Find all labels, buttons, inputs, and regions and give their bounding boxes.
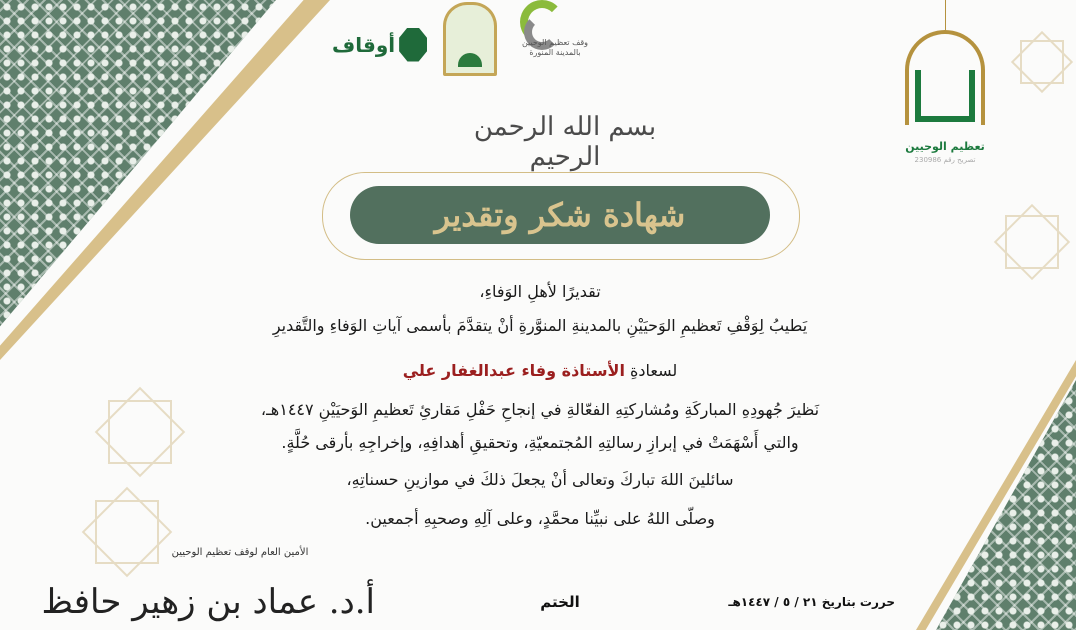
maqraa-logo: [905, 30, 985, 135]
awqaf-logo: أوقاف: [332, 22, 427, 67]
signatory-title: الأمين العام لوقف تعظيم الوحيين: [171, 547, 309, 558]
body-line: والتي أَسْهَمَتْ في إبرازِ رسالتِهِ المُجتمعيّةِ، وتحقيقِ أهدافِهِ، وإخراجِهِ بأرقى حُلَّةٍ.: [281, 433, 799, 452]
palm-swords-emblem-icon: [399, 28, 427, 62]
ornament-band-right: [936, 380, 1076, 630]
star-ornament: [1011, 31, 1073, 93]
signature: أ.د. عماد بن زهير حافظ: [41, 582, 375, 622]
recipient-name: الأستاذة وفاء عبدالغفار علي: [402, 361, 625, 380]
recipient-line: لسعادةِ الأستاذة وفاء عبدالغفار علي: [402, 361, 678, 380]
bismillah: بسم الله الرحمن الرحيم: [473, 112, 657, 172]
issue-date: حررت بتاريخ ٢١ / ٥ / ١٤٤٧هـ: [728, 595, 895, 609]
stamp-label: الختم: [540, 593, 580, 611]
body-line: تقديرًا لأهلِ الوَفاءِ،: [479, 282, 601, 301]
title-banner: [350, 186, 770, 244]
maqraa-logo-label: تعظيم الوحيين: [905, 140, 985, 153]
lantern-chain: [945, 0, 946, 30]
certificate-title: شهادة شكر وتقدير: [434, 196, 686, 234]
body-line: يَطيبُ لِوَقْفِ تَعظيمِ الوَحيَيْنِ بالمدينةِ المنوَّرةِ أنْ يتقدَّمَ بأسمى آياتِ الوَفاءِ والتَّقديرِ: [272, 316, 808, 335]
body-line: وصلّى اللهُ على نبيِّنا محمَّدٍ، وعلى آلِهِ وصحبِهِ أجمعين.: [365, 509, 715, 528]
tazim-logo: [520, 0, 570, 40]
star-ornament: [95, 387, 186, 478]
ministry-logo: [443, 2, 497, 76]
body-line: نَظيرَ جُهودِهِ المباركَةِ ومُشاركتِهِ الفعّالةِ في إنجاحِ حَفْلِ مَقارئِ تَعظيمِ الوَحيَيْنِ ١٤٤٧هـ،: [260, 400, 820, 419]
maqraa-logo-sub: تصريح رقم 230986: [914, 156, 976, 164]
star-ornament: [994, 204, 1070, 280]
body-line: سائلينَ اللهَ تباركَ وتعالى أنْ يجعلَ ذلكَ في موازينِ حسناتِهِ،: [346, 470, 734, 489]
star-ornament: [82, 487, 173, 578]
tazim-logo-text: وقف تعظيم الوحيين بالمدينة المنورة: [521, 38, 589, 57]
